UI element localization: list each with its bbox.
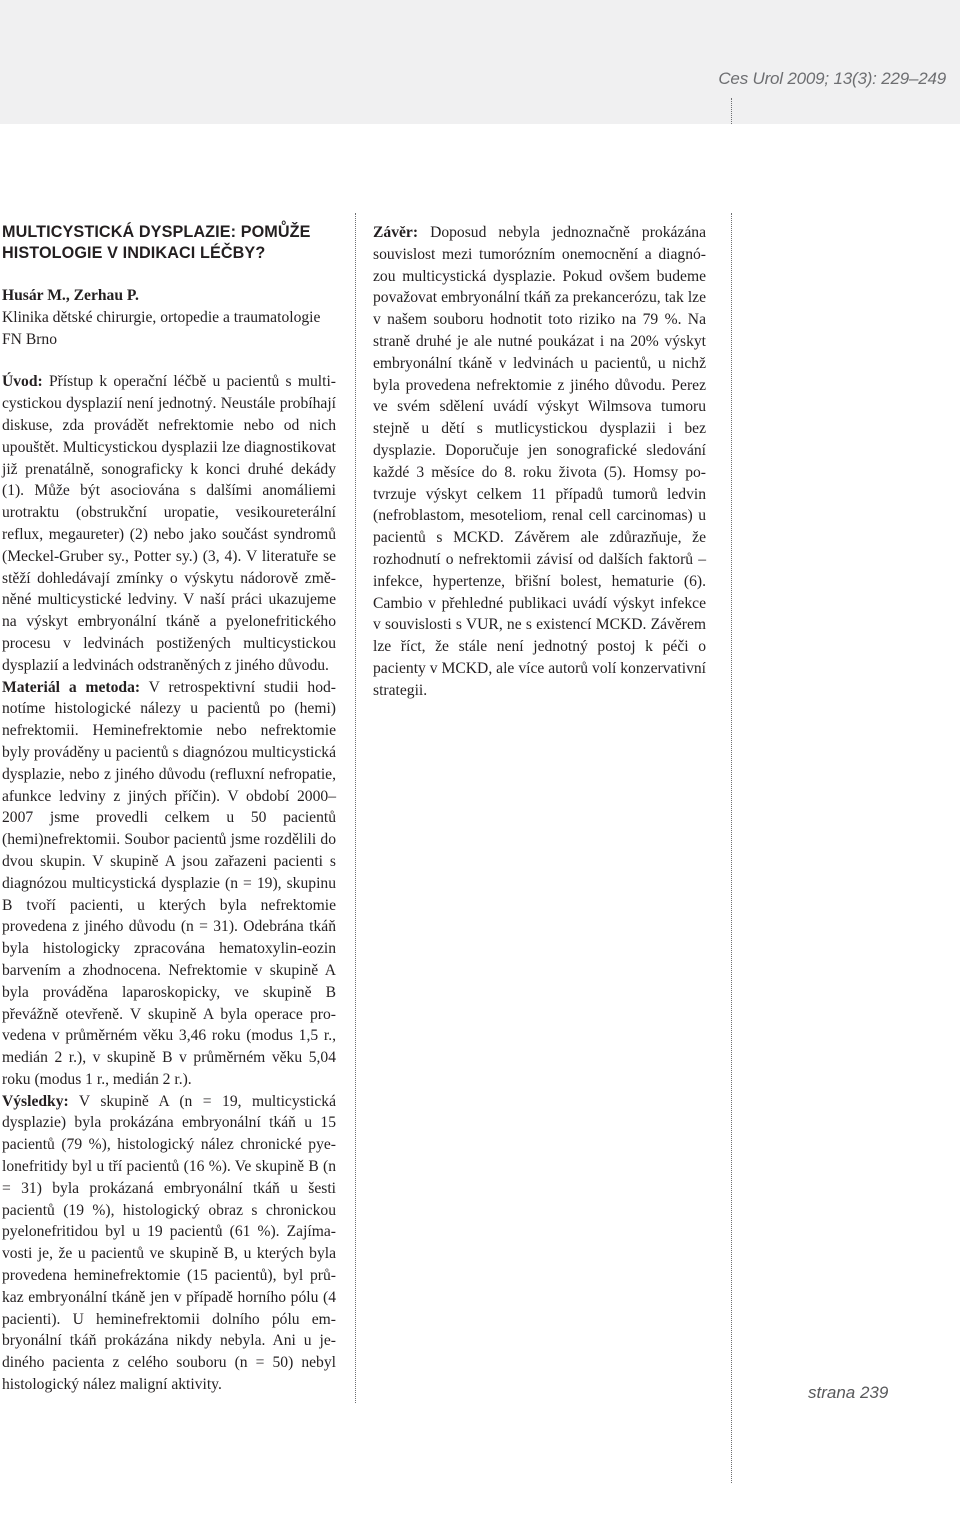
zaver-label: Závěr: <box>373 224 419 241</box>
section-uvod <box>2 371 336 676</box>
header-band <box>0 0 960 124</box>
journal-reference: Ces Urol 2009; 13(3): 229–249 <box>718 69 946 88</box>
title-line-2: HISTOLOGIE V INDIKACI LÉČBY? <box>2 244 266 262</box>
column-divider <box>355 213 356 1403</box>
vysledky-text: V skupině A (n = 19, multicystická dysplazie) byla prokázána embryonální tkáň u 15 pacientů (79 %), histologický nález chronické pyelonefritidy byl u tří pacientů (16 %). Ve skupině B (n = 31) byla prokázaná embryonální tkáň u šesti pacientů (19 %), histologický obraz s chronickou pyelonefritidou byl u 19 pacientů (61 %). Zajímavosti je, že u pacientů ve skupině B, u kterých byla provedena heminefrektomie (15 pacientů), byl průkaz embryonální tkáně jen v případě horního pólu (4 pacienti). U heminefrektomii dolního pólu embryonální tkáň prokázána nikdy nebyla. Ani u jediného pacienta z celého souboru (n = 50) nebyl histologický nález maligní aktivity. <box>2 1092 336 1394</box>
section-material <box>2 677 336 1091</box>
right-margin-divider <box>731 213 732 1483</box>
section-zaver <box>373 222 706 702</box>
vysledky-label: Výsledky: <box>2 1092 69 1110</box>
title-line-1: MULTICYSTICKÁ DYSPLAZIE: POMŮŽE <box>2 223 311 241</box>
authors: Husár M., Zerhau P. <box>2 287 139 304</box>
material-text: V retrospektivní studii hodnotíme histologické nálezy u pacientů po (hemi) nefrektomii. Heminefrektomie nebo nefrektomie byly prováděny u pacientů s diagnózou multicystická dysplazie, nebo z jiného důvodu (refluxní nefropatie, afunkce ledviny z jiných příčin). V období 2000–2007 jsme provedli celkem u 50 pacientů (hemi)nefrektomii. Soubor pacientů jsme rozdělili do dvou skupin. V skupině A jsou zařazeni pacienti s diagnózou multicystická dysplazie (n = 19), skupinu B tvoří pacienti, u kterých byla nefrektomie provedena z jiného důvodu (n = 31). Odebrána tkáň byla histologicky zpracována hematoxylin-eozin barvením a zhodnocena. Nefrektomie v skupině A byla prováděna laparoskopicky, ve skupině B převážně otevřeně. V skupině A byla operace provedena v průměrném věku 3,46 roku (modus 1,5 r., medián 2 r.), v skupině B v průměrném věku 5,04 roku (modus 1 r., medián 2 r.). <box>2 678 336 1088</box>
material-label: Materiál a metoda: <box>2 678 141 696</box>
top-right-divider <box>731 98 732 124</box>
article-title <box>2 222 336 264</box>
page-number: strana 239 <box>808 1383 889 1402</box>
uvod-label: Úvod: <box>2 373 43 391</box>
left-column <box>2 222 336 1396</box>
right-column <box>373 222 706 702</box>
zaver-text: Doposud nebyla jednoznačně prokázána souvislost mezi tumorózním onemocnění a diagnózou multicystická dysplazie. Pokud ovšem budeme považovat embryonální tkáň za prekancerózu, tak lze v našem souboru hodnotit toto riziko na 79 %. Na straně druhé je ale nutné poukázat i na 20% výskyt embryonální tkáně v ledvinách u pacientů, u nichž byla provedena nefrektomie z jiného důvodu. Perez ve svém sdělení uvádí výskyt Wilmsova tumoru stejně u dětí s mutlicystickou dysplazii i bez dysplazie. Doporučuje jen sonografické sledování každé 3 měsíce do 8. roku života (5). Homsy potvrzuje výskyt celkem 11 případů tumorů ledvin (nefroblastom, mesoteliom, renal cell carcinomas) u pacientů s MCKD. Závěrem ale zdůrazňuje, že rozhodnutí o nefrektomii závisí od dalších faktorů – infekce, hypertenze, břišní bolest, hematurie (6). Cambio v přehledné publikaci uvádí výskyt infekce v souvislosti s VUR, ne s existencí MCKD. Závěrem lze říct, že stále není jednotný postoj k péči o pacienty v MCKD, ale více autorů volí konzervativní strategii. <box>373 224 706 699</box>
uvod-text: Přístup k operační léčbě u pacientů s multicystickou dysplazií není jednotný. Neustále probíhají diskuse, zda provádět nefrektomie nebo od nich upouštět. Multicystickou dysplazii lze diagnostikovat již prenatálně, sonograficky k konci druhé dekády (1). Může být asociována s dalšími anomáliemi urotraktu (obstrukční uropatie, vesikoureterální reflux, megaureter) (2) nebo jako součást syndromů (Meckel-Gruber sy., Potter sy.) (3, 4). V literatuře se stěží dohledávají zmínky o výskytu nádorově změněné multicystické ledviny. V naší práci ukazujeme na výskyt embryonální tkáně a pyelonefritického procesu v ledvinách postižených multicystickou dysplazií a ledvinách odstraněných z jiného důvodu. <box>2 373 336 674</box>
section-vysledky <box>2 1091 336 1396</box>
affiliation: Klinika dětské chirurgie, ortopedie a traumatologie FN Brno <box>2 308 321 348</box>
